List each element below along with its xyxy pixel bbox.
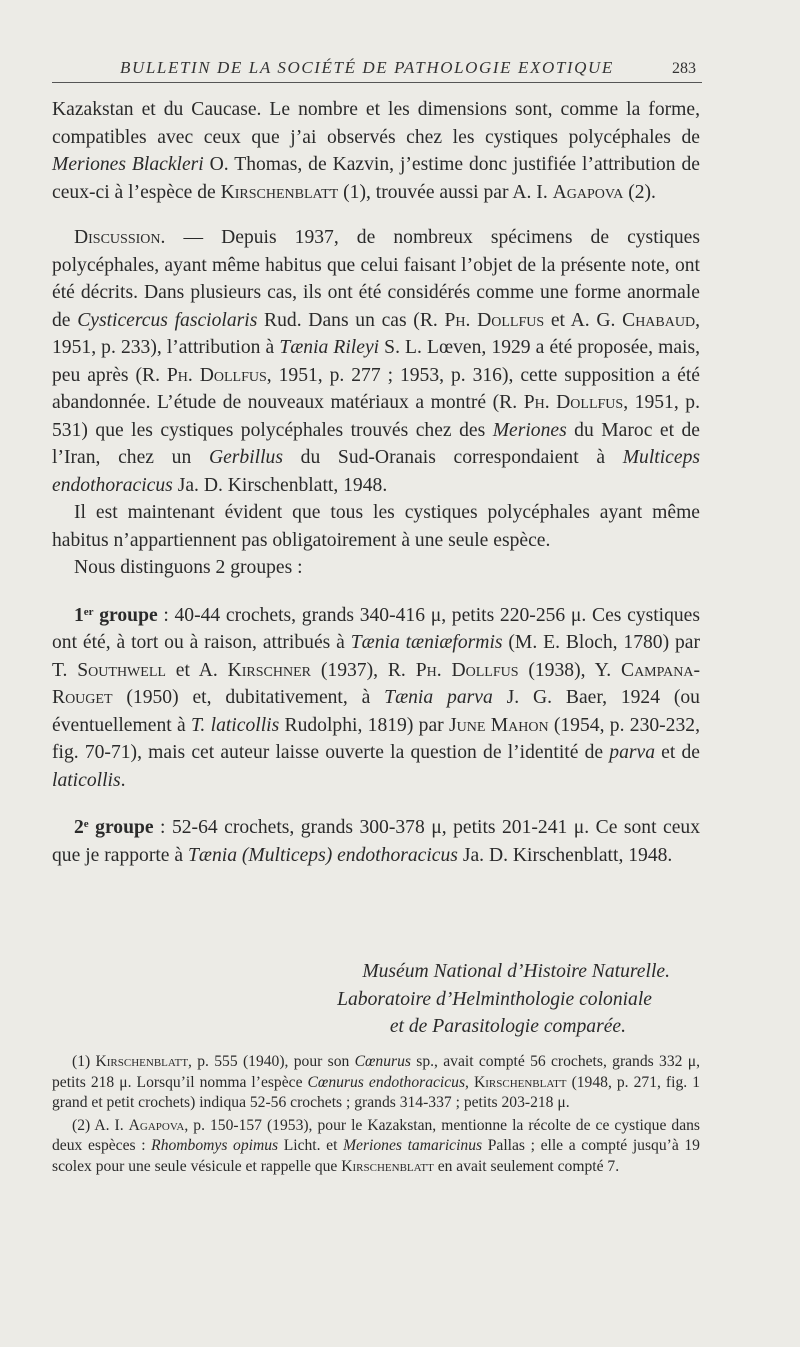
footnote-1: (1) Kirschenblatt, p. 555 (1940), pour son Cœnurus sp., avait compté 56 crochets, grands 332 μ, petits 218 μ. Lorsqu’il nomma l’espèce Cœnurus endothoracicus, Kirschenblatt (1948, p. 271, fig. 1 grand et petit crochets) indiqua 52-56 crochets ; grands 314-337 ; petits 203-218 μ. [52, 1053, 700, 1112]
group-1-label: 1er groupe [74, 604, 158, 626]
page-number: 283 [672, 60, 696, 77]
section-heading-discussion: Discussion. [74, 227, 166, 248]
paragraph-discussion: Discussion. — Depuis 1937, de nombreux spécimens de cystiques polycéphales, ayant même habitus que celui faisant l’objet de la présente note, ont été décrits. Dans plusieurs cas, ils ont été considérés comme une forme anormale de Cysticercus fasciolaris Rud. Dans un cas (R. Ph. Dollfus et A. G. Chabaud, 1951, p. 233), l’attribution à Tænia Rileyi S. L. Lœven, 1929 a été proposée, mais, peu après (R. Ph. Dollfus, 1951, p. 277 ; 1953, p. 316), cette supposition a été abandonnée. L’étude de nouveaux matériaux a montré (R. Ph. Dollfus, 1951, p. 531) que les cystiques polycéphales trouvés chez des Meriones du Maroc et de l’Iran, chez un Gerbillus du Sud-Oranais correspondaient à Multiceps endothoracicus Ja. D. Kirschenblatt, 1948. [52, 227, 700, 496]
running-title: BULLETIN DE LA SOCIÉTÉ DE PATHOLOGIE EXOTIQUE [120, 58, 614, 77]
group-2-label: 2e groupe [74, 817, 154, 838]
paragraph-statement: Il est maintenant évident que tous les cystiques polycéphales ayant même habitus n’appartiennent pas obligatoirement à une seule espèce. [52, 502, 700, 551]
footnotes [52, 1052, 700, 1178]
paragraph-groups-intro: Nous distinguons 2 groupes : [74, 557, 303, 578]
paragraph-conclusion-attribution: Kazakstan et du Caucase. Le nombre et les dimensions sont, comme la forme, compatibles avec ceux que j’ai observés chez les cystiques polycéphales de Meriones Blackleri O. Thomas, de Kazvin, j’estime donc justifiée l’attribution de ceux-ci à l’espèce de Kirschenblatt (1), trouvée aussi par A. I. Agapova (2). [52, 99, 701, 203]
affiliation-line-2: Laboratoire d’Helminthologie coloniale [337, 988, 652, 1010]
article-body [52, 96, 700, 869]
paragraph-group-2: 2e groupe : 52-64 crochets, grands 300-378 μ, petits 201-241 μ. Ce sont ceux que je rapporte à Tænia (Multiceps) endothoracicus Ja. D. Kirschenblatt, 1948. [52, 817, 700, 866]
paragraph-group-1: 1er groupe : 40-44 crochets, grands 340-416 μ, petits 220-256 μ. Ces cystiques ont été, à tort ou à raison, attribués à Tænia tæniæformis (M. E. Bloch, 1780) par T. Southwell et A. Kirschner (1937), R. Ph. Dollfus (1938), Y. Campana-Rouget (1950) et, dubitativement, à Tænia parva J. G. Baer, 1924 (ou éventuellement à T. laticollis Rudolphi, 1819) par June Mahon (1954, p. 230-232, fig. 70-71), mais cet auteur laisse ouverte la question de l’identité de parva et de laticollis. [52, 604, 701, 791]
affiliation-line-1: Muséum National d’Histoire Naturelle. [362, 961, 670, 982]
footnote-2: (2) A. I. Agapova, p. 150-157 (1953), pour le Kazakstan, mentionne la récolte de ce cystique dans deux espèces : Rhombomys opimus Licht. et Meriones tamaricinus Pallas ; elle a compté jusqu’à 19 scolex pour une seule vésicule et rappelle que Kirschenblatt en avait seulement compté 7. [52, 1116, 700, 1175]
author-affiliation [52, 958, 670, 1041]
page-header [52, 52, 702, 83]
affiliation-line-3: et de Parasitologie comparée. [389, 1016, 626, 1037]
